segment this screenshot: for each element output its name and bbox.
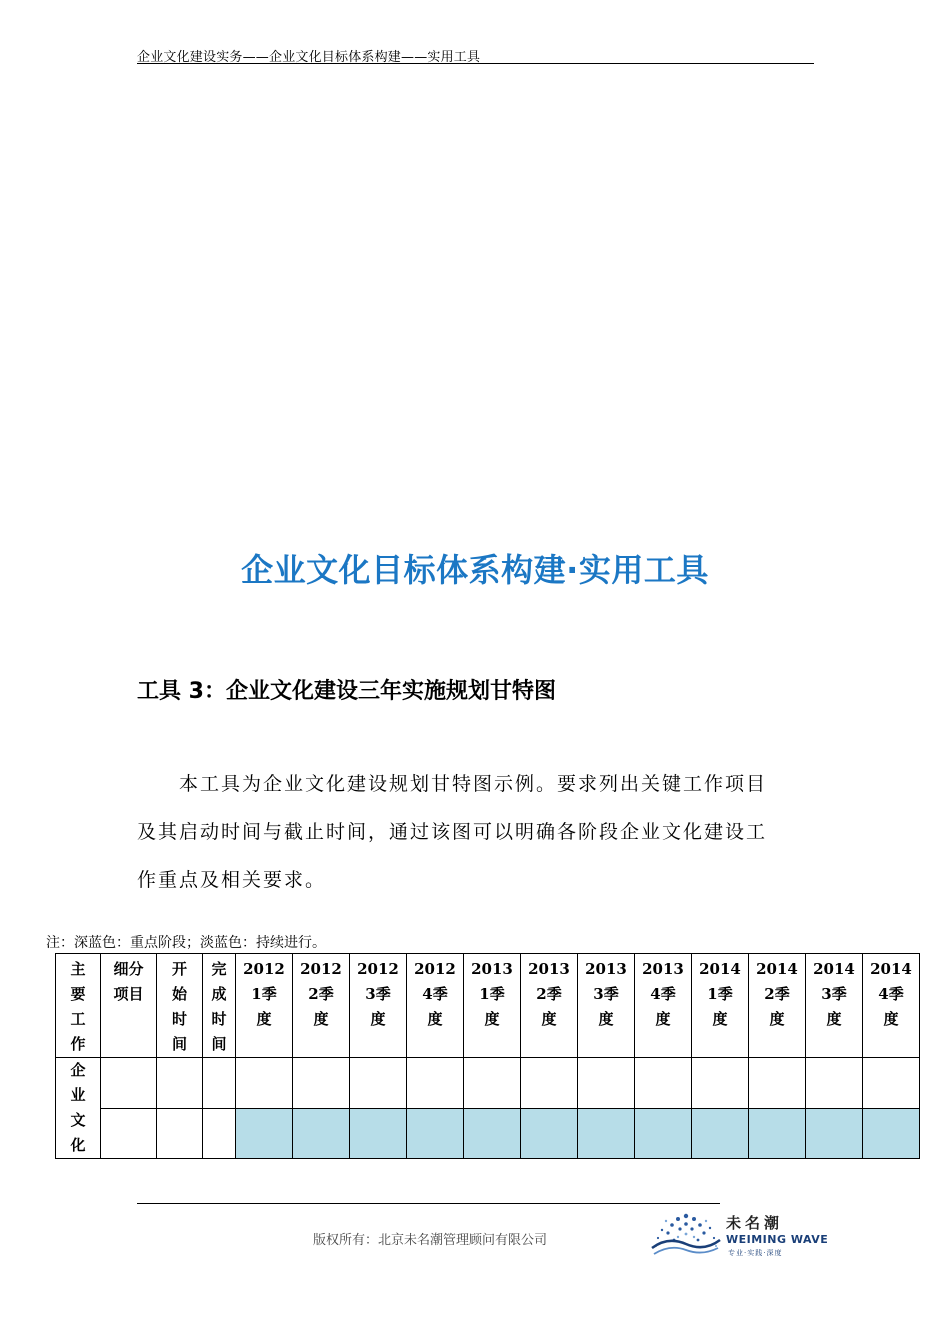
company-logo (648, 1206, 829, 1264)
logo-tagline: 专业·实践·深度 (728, 1249, 783, 1257)
quarter-cell (863, 1058, 920, 1109)
header-main-task: 主 要 工 作 (56, 954, 101, 1058)
header-row (56, 954, 920, 1058)
quarter-cell (236, 1108, 293, 1159)
quarter-cell (521, 1058, 578, 1109)
header-quarter: 2012 2季 度 (293, 954, 350, 1058)
quarter-cell (236, 1058, 293, 1109)
quarter-cell (350, 1108, 407, 1159)
page-header: 企业文化建设实务——企业文化目标体系构建——实用工具 (137, 50, 481, 65)
table-row (56, 1058, 920, 1109)
intro-line-3: 作重点及相关要求。 (137, 869, 327, 891)
quarter-cell (806, 1108, 863, 1159)
quarter-cell (464, 1108, 521, 1159)
quarter-cell (692, 1108, 749, 1159)
header-quarter: 2012 3季 度 (350, 954, 407, 1058)
header-quarter: 2012 1季 度 (236, 954, 293, 1058)
logo-cn-text: 未名潮 (726, 1214, 784, 1232)
quarter-cell (407, 1108, 464, 1159)
quarter-cell (749, 1058, 806, 1109)
start-time-cell (157, 1058, 203, 1109)
quarter-cell (635, 1058, 692, 1109)
header-quarter: 2014 2季 度 (749, 954, 806, 1058)
footer-copyright: 版权所有：北京未名潮管理顾问有限公司 (313, 1233, 548, 1248)
quarter-cell (578, 1058, 635, 1109)
quarter-cell (692, 1058, 749, 1109)
quarter-cell (293, 1108, 350, 1159)
gantt-table (55, 953, 920, 1159)
table-row (56, 1108, 920, 1159)
quarter-cell (806, 1058, 863, 1109)
legend-note: 注：深蓝色：重点阶段；淡蓝色：持续进行。 (46, 935, 326, 951)
wave-logo-icon (648, 1206, 724, 1264)
main-title: 企业文化目标体系构建·实用工具 (241, 551, 709, 589)
quarter-cell (521, 1108, 578, 1159)
quarter-cell (578, 1108, 635, 1159)
quarter-cell (407, 1058, 464, 1109)
end-time-cell (203, 1108, 236, 1159)
end-time-cell (203, 1058, 236, 1109)
header-quarter: 2013 3季 度 (578, 954, 635, 1058)
quarter-cell (635, 1108, 692, 1159)
quarter-cell (464, 1058, 521, 1109)
header-quarter: 2013 2季 度 (521, 954, 578, 1058)
tool-title: 工具 3：企业文化建设三年实施规划甘特图 (137, 679, 556, 704)
header-quarter: 2014 4季 度 (863, 954, 920, 1058)
quarter-cell (749, 1108, 806, 1159)
header-end-time: 完 成 时 间 (203, 954, 236, 1058)
header-quarter: 2014 1季 度 (692, 954, 749, 1058)
main-task-cell: 企 业 文 化 (56, 1058, 101, 1159)
header-rule (137, 63, 814, 64)
header-quarter: 2012 4季 度 (407, 954, 464, 1058)
quarter-cell (293, 1058, 350, 1109)
quarter-cell (350, 1058, 407, 1109)
intro-paragraph (137, 760, 817, 904)
intro-line-1: 本工具为企业文化建设规划甘特图示例。要求列出关键工作项目 (179, 773, 768, 795)
quarter-cell (863, 1108, 920, 1159)
sub-item-cell (101, 1058, 157, 1109)
footer-rule (137, 1203, 720, 1204)
header-sub-item: 细分 项目 (101, 954, 157, 1058)
header-quarter: 2013 4季 度 (635, 954, 692, 1058)
header-quarter: 2013 1季 度 (464, 954, 521, 1058)
header-quarter: 2014 3季 度 (806, 954, 863, 1058)
logo-en-text: WEIMING WAVE (726, 1233, 829, 1246)
sub-item-cell (101, 1108, 157, 1159)
header-start-time: 开 始 时 间 (157, 954, 203, 1058)
intro-line-2: 及其启动时间与截止时间，通过该图可以明确各阶段企业文化建设工 (137, 821, 768, 843)
start-time-cell (157, 1108, 203, 1159)
